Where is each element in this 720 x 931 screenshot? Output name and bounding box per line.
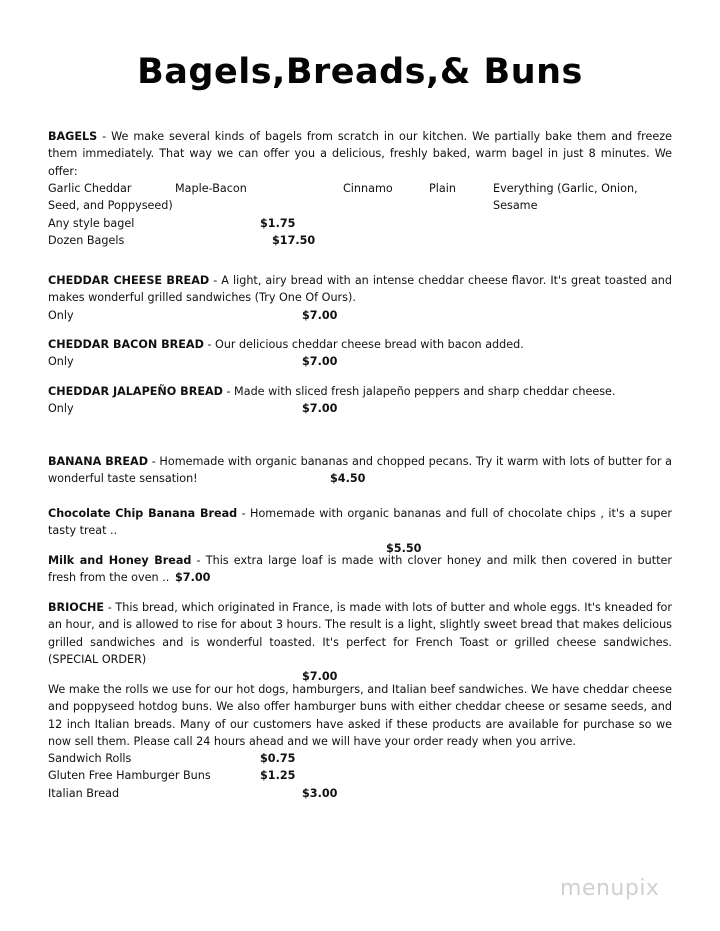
cheddar-jalapeno-section — [48, 383, 672, 418]
price-row — [48, 353, 672, 370]
price-row — [48, 569, 672, 586]
price-value: $7.00 — [302, 355, 338, 369]
cheddar-bacon-section — [48, 336, 672, 371]
cheddar-jalapeno-desc-text: - Made with sliced fresh jalapeño peppers and sharp cheddar cheese. — [222, 385, 616, 398]
bagels-section — [48, 128, 672, 214]
cheddar-cheese-section — [48, 272, 672, 324]
bagel-prices — [48, 215, 672, 250]
bagels-desc-text: - We make several kinds of bagels from scratch in our kitchen. We partially bake them and freeze them immediately. That way we can offer you a delicious, freshly baked, warm bagel in just 8 minutes. We offer: — [48, 130, 672, 178]
banana-bread-section — [48, 453, 672, 488]
price-label: Gluten Free Hamburger Buns — [48, 769, 211, 783]
price-label: Any style bagel — [48, 217, 135, 230]
price-value: $7.00 — [302, 402, 338, 416]
price-value: $3.00 — [302, 786, 338, 800]
rolls-section — [48, 681, 672, 802]
price-value: $1.75 — [260, 217, 296, 230]
price-row — [48, 470, 672, 487]
price-row — [48, 215, 672, 232]
cheddar-jalapeno-name: CHEDDAR JALAPEÑO BREAD — [48, 385, 223, 398]
price-value: $7.00 — [175, 571, 211, 585]
brioche-name: BRIOCHE — [48, 601, 105, 614]
price-value: $4.50 — [330, 472, 366, 486]
choc-chip-banana-desc-text: - Homemade with organic bananas and full of chocolate chips , it's a super tasty treat .. — [48, 507, 672, 538]
price-value: $7.00 — [302, 670, 338, 684]
choc-chip-banana-name: Chocolate Chip Banana Bread — [48, 507, 238, 520]
cheddar-cheese-desc-text: - A light, airy bread with an intense cheddar cheese flavor. It's great toasted and makes wonderful grilled sandwiches (Try One Of Ours). — [48, 274, 672, 305]
price-label: Italian Bread — [48, 786, 120, 800]
bagel-kind: Garlic Cheddar — [48, 181, 132, 195]
price-row — [48, 750, 672, 767]
price-label: Only — [48, 355, 74, 369]
brioche-desc-text: - This bread, which originated in France, is made with lots of butter and whole eggs. It's kneaded for an hour, and is allowed to rise for about 3 hours. The result is a light, slightly sweet bread that makes delicious grilled sandwiches and is wonderful toasted. It's perfect for French Toast or grilled cheese sandwiches.(SPECIAL ORDER) — [48, 601, 672, 666]
price-label: Only — [48, 402, 74, 416]
cheddar-jalapeno-description — [48, 383, 672, 400]
cheddar-bacon-description — [48, 336, 672, 353]
milk-honey-section — [48, 552, 672, 587]
price-value: $17.50 — [272, 234, 316, 248]
bagels-name: BAGELS — [48, 130, 98, 143]
price-row — [48, 767, 672, 784]
price-row — [48, 232, 672, 249]
cheddar-cheese-name: CHEDDAR CHEESE BREAD — [48, 274, 210, 287]
price-value: $0.75 — [260, 752, 296, 766]
price-row — [48, 400, 672, 417]
bagels-description — [48, 128, 672, 180]
price-row — [48, 785, 672, 802]
price-row — [48, 307, 672, 324]
price-value: $7.00 — [302, 308, 338, 322]
price-value: $5.50 — [386, 541, 422, 555]
brioche-section — [48, 599, 672, 685]
cheddar-bacon-name: CHEDDAR BACON BREAD — [48, 338, 204, 351]
price-label: Sandwich Rolls — [48, 752, 132, 766]
bagel-kind: Everything (Garlic, Onion, Sesame — [493, 181, 638, 213]
bagel-kind: Cinnamo — [343, 181, 393, 195]
bagel-kind: Plain — [429, 181, 456, 195]
banana-bread-name: BANANA BREAD — [48, 455, 148, 468]
choc-chip-banana-section — [48, 505, 672, 557]
milk-honey-name: Milk and Honey Bread — [48, 554, 192, 567]
price-label: Dozen Bagels — [48, 234, 125, 248]
bagel-kinds-continued: Seed, and Poppyseed) — [48, 199, 173, 213]
cheddar-bacon-desc-text: - Our delicious cheddar cheese bread with bacon added. — [203, 338, 524, 351]
price-value: $1.25 — [260, 769, 296, 783]
cheddar-cheese-description — [48, 272, 672, 307]
choc-chip-banana-description — [48, 505, 672, 540]
rolls-description: We make the rolls we use for our hot dogs, hamburgers, and Italian beef sandwiches. We have cheddar cheese and poppyseed hotdog buns. We also offer hamburger buns with either cheddar cheese or sesame seeds, and 12 inch Italian breads. Many of our customers have asked if these products are available for purchase so we now sell them. Please call 24 hours ahead and we will have your order ready when you arrive. — [48, 683, 672, 748]
milk-honey-desc-text: - This extra large loaf is made with clover honey and milk then covered in butter fresh from the oven .. — [48, 554, 672, 585]
page-title: Bagels,Breads,& Buns — [137, 52, 583, 92]
bagel-kind: Maple-Bacon — [175, 181, 247, 195]
banana-bread-desc-text: - Homemade with organic bananas and chopped pecans. Try it warm with lots of butter for a wonderful taste sensation! — [48, 455, 672, 486]
price-label: Only — [48, 308, 74, 322]
watermark-logo: menupix — [560, 876, 660, 901]
brioche-description — [48, 599, 672, 668]
